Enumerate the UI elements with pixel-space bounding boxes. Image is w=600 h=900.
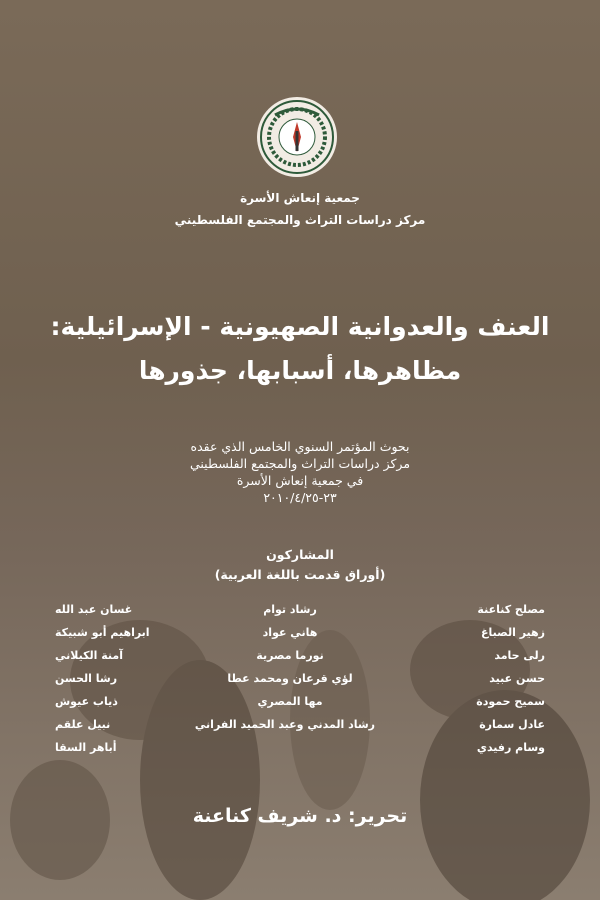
association-logo-seal bbox=[255, 95, 339, 179]
book-title bbox=[40, 305, 560, 393]
participants-column-right bbox=[425, 598, 545, 759]
participant-name: آمنة الكيلاني bbox=[55, 649, 123, 662]
participant-name: وسام رفيدي bbox=[476, 741, 545, 754]
participant-name: مصلح كناعنة bbox=[477, 603, 545, 616]
conference-date: ٢٣-٢٠١٠/٤/٢٥ bbox=[263, 490, 337, 505]
conference-line-3: في جمعية إنعاش الأسرة bbox=[236, 473, 364, 488]
participant-name: حسن عبيد bbox=[489, 672, 545, 685]
participants-header bbox=[0, 545, 600, 585]
participant-name: نورما مصرية bbox=[256, 649, 324, 662]
title-line-2: مظاهرها، أسبابها، جذورها bbox=[138, 356, 462, 385]
participant-name: أباهر السقا bbox=[55, 741, 117, 754]
participant-name: عادل سمارة bbox=[479, 718, 545, 731]
participant-name: رشا الحسن bbox=[55, 672, 118, 685]
participant-name: رشاد المدني وعبد الحميد الفراني bbox=[194, 718, 375, 731]
title-line-1: العنف والعدوانية الصهيونية - الإسرائيلية: bbox=[50, 312, 550, 341]
participant-name: ابراهيم أبو شبيكة bbox=[55, 626, 150, 639]
participant-name: لؤي قرعان ومحمد عطا bbox=[227, 672, 353, 685]
conference-line-2: مركز دراسات التراث والمجتمع الفلسطيني bbox=[189, 456, 411, 471]
conference-line-1: بحوث المؤتمر السنوي الخامس الذي عقده bbox=[190, 439, 410, 454]
participant-name: غسان عبد الله bbox=[55, 603, 133, 616]
participant-name: زهير الصباغ bbox=[481, 626, 545, 639]
participant-name: رلى حامد bbox=[494, 649, 545, 662]
participants-grid bbox=[55, 598, 545, 798]
editor-credit: تحرير: د. شريف كناعنة bbox=[192, 805, 408, 827]
participant-name: نبيل علقم bbox=[55, 718, 111, 731]
participants-column-left bbox=[55, 598, 175, 759]
participants-column-middle bbox=[194, 598, 375, 736]
conference-info bbox=[0, 438, 600, 506]
organization-name: جمعية إنعاش الأسرة bbox=[240, 191, 360, 205]
participants-subheading: (أوراق قدمت باللغة العربية) bbox=[214, 567, 386, 582]
participants-heading: المشاركون bbox=[266, 547, 334, 562]
participant-name: ذياب عيوش bbox=[55, 695, 118, 708]
participant-name: هاني عواد bbox=[262, 626, 318, 639]
participant-name: مها المصري bbox=[257, 695, 323, 708]
participant-name: سميح حمودة bbox=[476, 695, 545, 708]
participant-name: رشاد توام bbox=[263, 603, 317, 616]
center-name: مركز دراسات التراث والمجتمع الفلسطيني bbox=[174, 213, 426, 227]
organization-block bbox=[0, 187, 600, 231]
